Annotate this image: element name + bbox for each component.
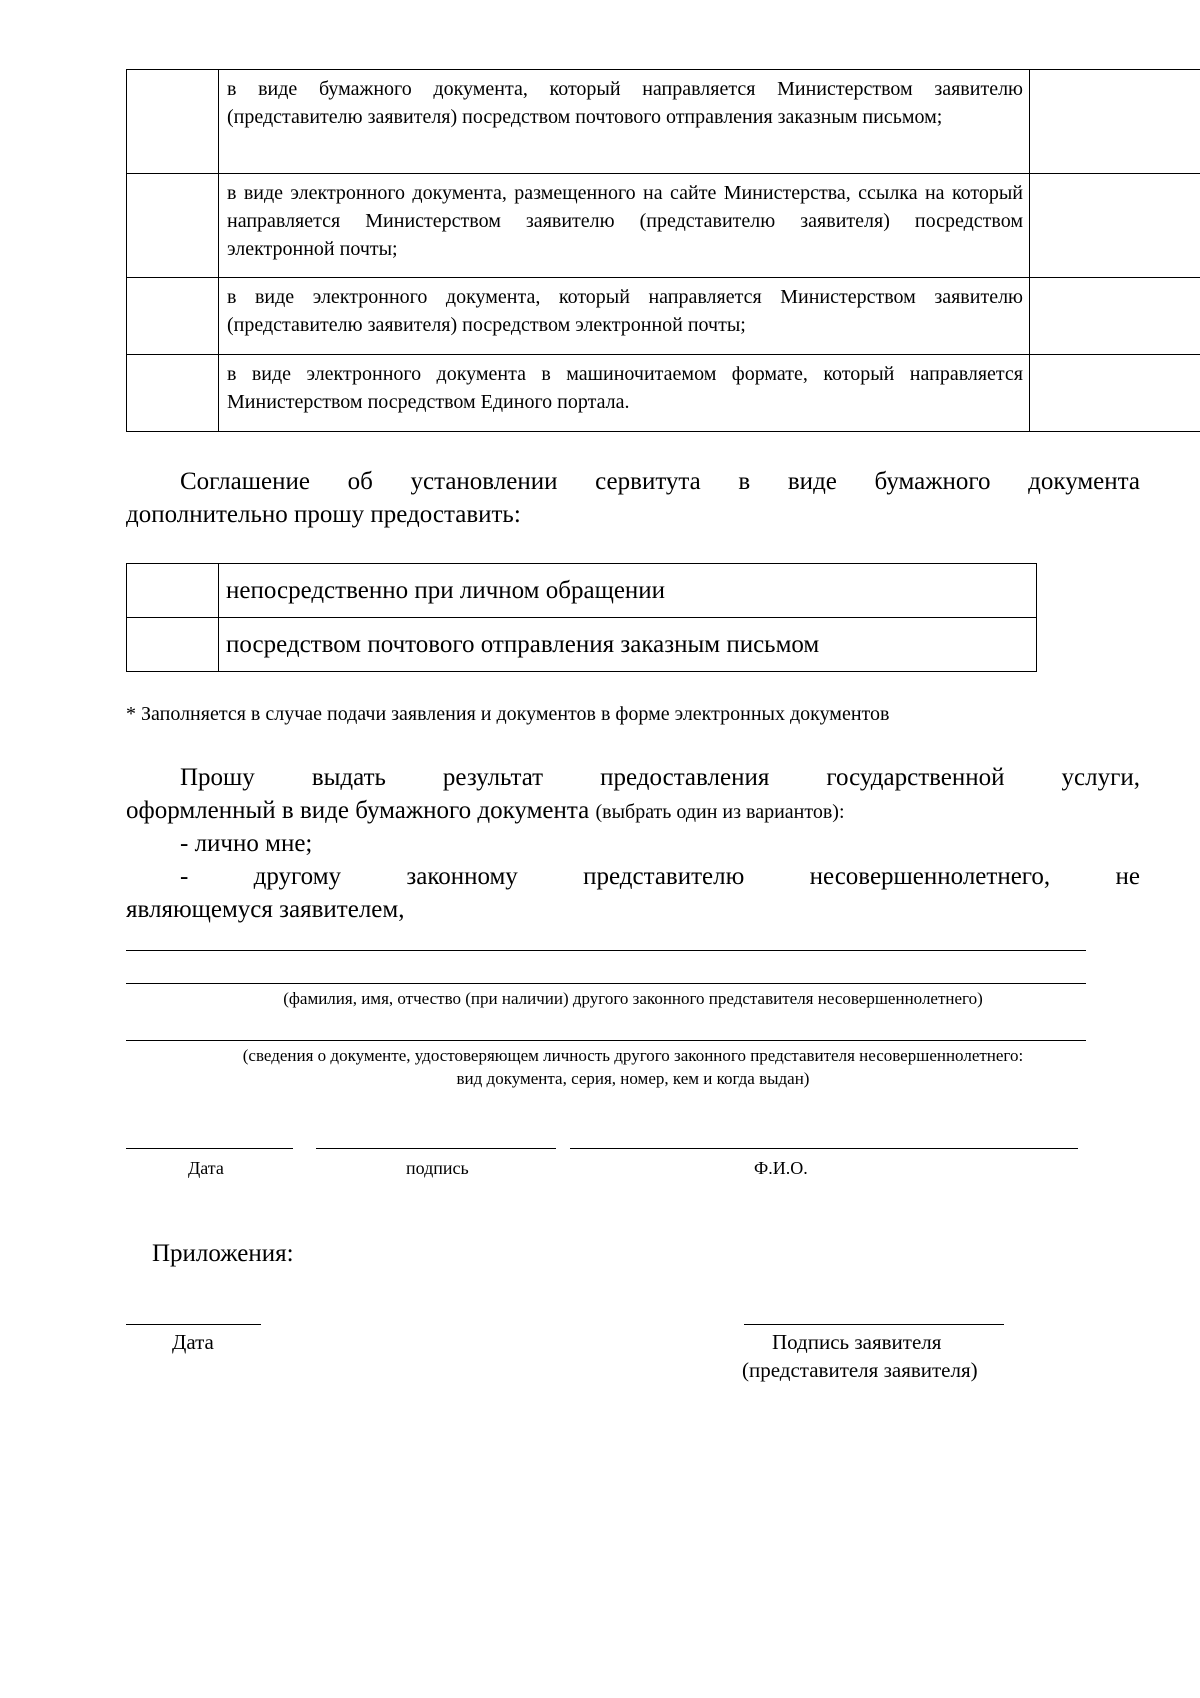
mark-cell[interactable] xyxy=(1030,70,1200,174)
footer-rep-caption: (представителя заявителя) xyxy=(742,1358,978,1382)
servitude-paragraph-line2: дополнительно прошу предоставить: xyxy=(126,501,521,528)
result-line2-note: (выбрать один из вариантов): xyxy=(595,801,845,823)
delivery-method-table xyxy=(126,69,1200,432)
table-row xyxy=(127,70,1200,174)
option-personally: - лично мне; xyxy=(180,830,313,857)
mark-cell[interactable] xyxy=(1030,174,1200,278)
table-row xyxy=(127,564,1037,618)
fill-line[interactable] xyxy=(126,950,1086,951)
fill-line[interactable] xyxy=(126,983,1086,984)
signature-caption: подпись xyxy=(406,1158,469,1178)
caption-fio: (фамилия, имя, отчество (при наличии) другого законного представителя несовершеннолетнего) xyxy=(283,989,983,1008)
delivery-option-text: в виде электронного документа, который направляется Министерством заявителю (представителю заявителя) посредством электронной почты; xyxy=(227,286,1023,336)
result-paragraph-line2 xyxy=(126,794,1140,829)
result-paragraph-line1: Прошу выдать результат предоставления государственной услуги, xyxy=(180,764,1140,791)
checkbox-cell[interactable] xyxy=(127,618,219,672)
paper-option-mail: посредством почтового отправления заказным письмом xyxy=(219,618,1037,672)
footer-signature-line[interactable] xyxy=(744,1324,1004,1325)
checkbox-cell[interactable] xyxy=(127,564,219,618)
date-caption: Дата xyxy=(188,1158,224,1178)
option-other-rep-line2: являющемуся заявителем, xyxy=(126,896,405,923)
footer-date-line[interactable] xyxy=(126,1324,261,1325)
footer-signature-caption: Подпись заявителя xyxy=(772,1330,942,1354)
delivery-option-text: в виде электронного документа в машиночитаемом формате, который направляется Министерством посредством Единого портала. xyxy=(227,363,1023,413)
fio-line[interactable] xyxy=(570,1148,1078,1149)
servitude-paragraph-line1: Соглашение об установлении сервитута в виде бумажного документа xyxy=(180,468,1140,495)
mark-cell[interactable] xyxy=(1030,278,1200,355)
checkbox-cell[interactable] xyxy=(127,70,219,174)
fio-caption: Ф.И.О. xyxy=(754,1158,808,1178)
table-row xyxy=(127,278,1200,355)
caption-document-line1: (сведения о документе, удостоверяющем личность другого законного представителя несовершеннолетнего: xyxy=(242,1046,1024,1065)
paper-delivery-table xyxy=(126,563,1037,672)
paper-option-personal: непосредственно при личном обращении xyxy=(219,564,1037,618)
footer-date-caption: Дата xyxy=(172,1330,214,1354)
signature-line[interactable] xyxy=(316,1148,556,1149)
mark-cell[interactable] xyxy=(1030,355,1200,432)
result-line2-main: оформленный в виде бумажного документа xyxy=(126,797,590,824)
option-other-rep-line1: - другому законному представителю несовершеннолетнего, не xyxy=(180,863,1140,890)
date-line[interactable] xyxy=(126,1148,293,1149)
table-row xyxy=(127,355,1200,432)
table-row xyxy=(127,618,1037,672)
checkbox-cell[interactable] xyxy=(127,278,219,355)
table-row xyxy=(127,174,1200,278)
delivery-option-text: в виде электронного документа, размещенного на сайте Министерства, ссылка на который направляется Министерством заявителю (представителю заявителя) посредством электронной почты; xyxy=(227,182,1023,260)
attachments-label: Приложения: xyxy=(152,1240,294,1267)
delivery-option-text: в виде бумажного документа, который направляется Министерством заявителю (представителю заявителя) посредством почтового отправления заказным письмом; xyxy=(227,78,1023,128)
checkbox-cell[interactable] xyxy=(127,355,219,432)
checkbox-cell[interactable] xyxy=(127,174,219,278)
footnote: * Заполняется в случае подачи заявления и документов в форме электронных документов xyxy=(126,703,890,725)
caption-document-line2: вид документа, серия, номер, кем и когда выдан) xyxy=(456,1069,810,1088)
fill-line[interactable] xyxy=(126,1040,1086,1041)
